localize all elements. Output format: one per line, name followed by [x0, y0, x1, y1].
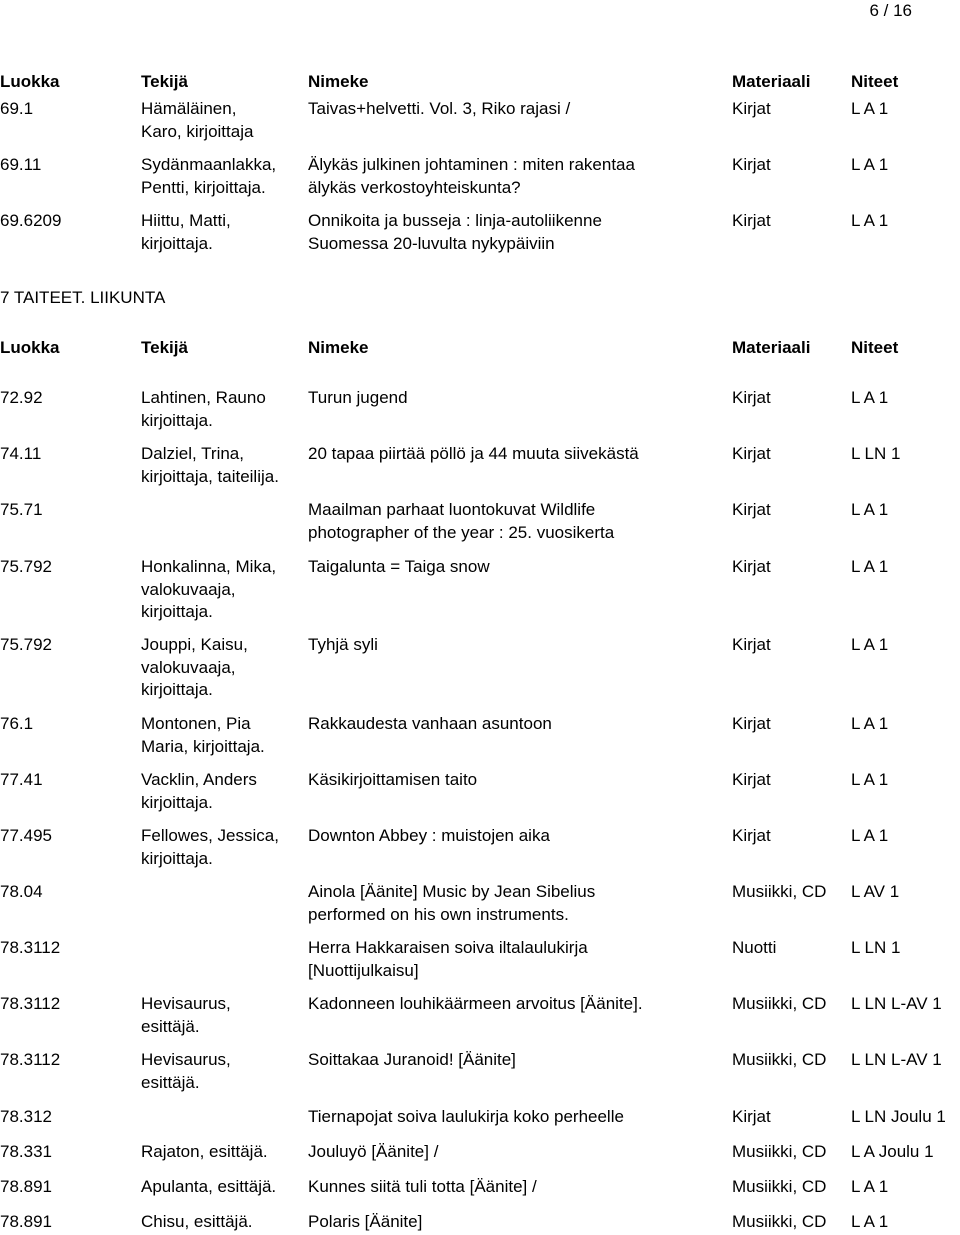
header-nimeke: Nimeke	[308, 338, 369, 357]
cell-tekija	[141, 1049, 231, 1094]
cell-nimeke-line: Tiernapojat soiva laulukirja koko perheelle	[308, 1107, 624, 1126]
cell-nimeke	[308, 443, 639, 466]
cell-nimeke	[308, 1141, 438, 1164]
cell-nimeke	[308, 387, 408, 410]
cell-luokka: 69.1	[0, 99, 34, 118]
cell-materiaali: Kirjat	[732, 714, 771, 733]
cell-niteet: L A 1	[851, 770, 889, 789]
header-materiaali: Materiaali	[732, 72, 811, 91]
cell-luokka: 77.495	[0, 826, 52, 845]
cell-tekija-line: Sydänmaanlakka,	[141, 155, 277, 174]
cell-materiaali: Musiikki, CD	[732, 882, 827, 901]
cell-materiaali: Kirjat	[732, 635, 771, 654]
cell-nimeke-line: Rakkaudesta vanhaan asuntoon	[308, 714, 552, 733]
cell-luokka: 75.792	[0, 635, 52, 654]
cell-niteet: L AV 1	[851, 882, 900, 901]
header-tekija: Tekijä	[141, 72, 188, 91]
cell-tekija	[141, 556, 276, 624]
cell-tekija-line: Honkalinna, Mika,	[141, 557, 277, 576]
cell-nimeke	[308, 556, 490, 579]
cell-materiaali: Nuotti	[732, 938, 777, 957]
cell-tekija-line: Maria, kirjoittaja.	[141, 736, 265, 756]
cell-materiaali: Kirjat	[732, 770, 771, 789]
cell-nimeke-line: Ainola [Äänite] Music by Jean Sibelius	[308, 882, 596, 901]
cell-tekija	[141, 154, 276, 199]
cell-tekija-line: esittäjä.	[141, 1072, 200, 1092]
cell-tekija	[141, 210, 231, 255]
cell-tekija	[141, 634, 248, 702]
cell-tekija	[141, 387, 266, 432]
cell-nimeke	[308, 1049, 516, 1072]
cell-nimeke-line: Tyhjä syli	[308, 635, 378, 654]
cell-nimeke-line: Kadonneen louhikäärmeen arvoitus [Äänite].	[308, 994, 643, 1013]
cell-materiaali: Musiikki, CD	[732, 1050, 827, 1069]
cell-tekija-line: kirjoittaja.	[141, 233, 213, 253]
cell-niteet: L A 1	[851, 1177, 889, 1196]
cell-tekija	[141, 443, 279, 488]
cell-materiaali: Kirjat	[732, 99, 771, 118]
cell-tekija-line: Fellowes, Jessica,	[141, 826, 279, 845]
cell-nimeke-line: Soittakaa Juranoid! [Äänite]	[308, 1050, 516, 1069]
cell-tekija-line: Hevisaurus,	[141, 994, 231, 1013]
cell-nimeke	[308, 825, 550, 848]
cell-nimeke	[308, 881, 595, 926]
cell-luokka: 77.41	[0, 770, 43, 789]
cell-tekija-line: Vacklin, Anders	[141, 770, 257, 789]
header-niteet: Niteet	[851, 338, 899, 357]
cell-niteet: L A 1	[851, 388, 889, 407]
cell-tekija-line: Pentti, kirjoittaja.	[141, 177, 266, 197]
cell-nimeke-line: performed on his own instruments.	[308, 904, 569, 924]
cell-tekija-line: Apulanta, esittäjä.	[141, 1177, 277, 1196]
cell-niteet: L LN Joulu 1	[851, 1107, 946, 1126]
cell-nimeke	[308, 634, 378, 657]
header-tekija: Tekijä	[141, 338, 188, 357]
cell-nimeke-line: Maailman parhaat luontokuvat Wildlife	[308, 500, 596, 519]
cell-niteet: L A 1	[851, 1212, 889, 1231]
cell-niteet: L A 1	[851, 714, 889, 733]
cell-nimeke	[308, 154, 635, 199]
header-materiaali: Materiaali	[732, 338, 811, 357]
cell-nimeke-line: 20 tapaa piirtää pöllö ja 44 muuta siivekästä	[308, 444, 639, 463]
cell-materiaali: Musiikki, CD	[732, 1177, 827, 1196]
cell-tekija	[141, 1211, 253, 1234]
cell-nimeke-line: Kunnes siitä tuli totta [Äänite] /	[308, 1177, 537, 1196]
cell-tekija-line: kirjoittaja.	[141, 410, 213, 430]
cell-materiaali: Kirjat	[732, 211, 771, 230]
cell-tekija-line: Dalziel, Trina,	[141, 444, 244, 463]
section-title: 7 TAITEET. LIIKUNTA	[0, 288, 166, 307]
cell-niteet: L A 1	[851, 635, 889, 654]
cell-tekija-line: valokuvaaja,	[141, 657, 236, 677]
cell-tekija-line: kirjoittaja.	[141, 848, 213, 868]
cell-luokka: 78.891	[0, 1212, 52, 1231]
cell-nimeke-line: Onnikoita ja busseja : linja-autoliikenne	[308, 211, 602, 230]
cell-nimeke-line: Älykäs julkinen johtaminen : miten rakentaa	[308, 155, 635, 174]
cell-materiaali: Kirjat	[732, 826, 771, 845]
cell-nimeke	[308, 993, 643, 1016]
cell-niteet: L LN L-AV 1	[851, 994, 942, 1013]
cell-nimeke-line: Herra Hakkaraisen soiva iltalaulukirja	[308, 938, 588, 957]
cell-nimeke	[308, 98, 570, 121]
cell-materiaali: Kirjat	[732, 557, 771, 576]
cell-tekija	[141, 825, 279, 870]
cell-nimeke	[308, 210, 602, 255]
cell-nimeke-line: Taivas+helvetti. Vol. 3, Riko rajasi /	[308, 99, 571, 118]
cell-luokka: 75.71	[0, 500, 43, 519]
cell-tekija-line: kirjoittaja, taiteilija.	[141, 466, 279, 486]
cell-tekija-line: Hiittu, Matti,	[141, 211, 231, 230]
cell-tekija-line: Hämäläinen,	[141, 99, 237, 118]
cell-tekija	[141, 993, 231, 1038]
page-number: 6 / 16	[869, 1, 912, 20]
cell-niteet: L A 1	[851, 155, 889, 174]
cell-nimeke	[308, 1176, 537, 1199]
cell-materiaali: Kirjat	[732, 388, 771, 407]
cell-luokka: 78.331	[0, 1142, 52, 1161]
cell-materiaali: Kirjat	[732, 444, 771, 463]
cell-materiaali: Kirjat	[732, 500, 771, 519]
cell-tekija-line: Jouppi, Kaisu,	[141, 635, 248, 654]
cell-niteet: L A 1	[851, 99, 889, 118]
header-luokka: Luokka	[0, 338, 60, 357]
header-niteet: Niteet	[851, 72, 899, 91]
cell-nimeke-line: Käsikirjoittamisen taito	[308, 770, 478, 789]
cell-nimeke-line: Downton Abbey : muistojen aika	[308, 826, 550, 845]
cell-tekija-line: Montonen, Pia	[141, 714, 251, 733]
cell-nimeke	[308, 769, 477, 792]
cell-luokka: 78.04	[0, 882, 43, 901]
cell-niteet: L LN L-AV 1	[851, 1050, 942, 1069]
cell-luokka: 78.3112	[0, 994, 61, 1013]
cell-tekija-line: Hevisaurus,	[141, 1050, 231, 1069]
cell-luokka: 75.792	[0, 557, 52, 576]
cell-tekija	[141, 713, 265, 758]
cell-materiaali: Musiikki, CD	[732, 1212, 827, 1231]
cell-tekija-line: kirjoittaja.	[141, 602, 213, 621]
cell-luokka: 69.6209	[0, 211, 62, 230]
cell-nimeke-line: Taigalunta = Taiga snow	[308, 557, 490, 576]
cell-luokka: 78.891	[0, 1177, 52, 1196]
cell-materiaali: Musiikki, CD	[732, 1142, 827, 1161]
cell-luokka: 78.312	[0, 1107, 52, 1126]
cell-nimeke	[308, 713, 552, 736]
cell-nimeke-line: photographer of the year : 25. vuosikerta	[308, 522, 615, 542]
cell-tekija-line: valokuvaaja,	[141, 579, 236, 599]
cell-nimeke-line: Jouluyö [Äänite] /	[308, 1142, 439, 1161]
cell-tekija-line: Karo, kirjoittaja	[141, 121, 254, 141]
cell-tekija	[141, 98, 253, 143]
cell-luokka: 74.11	[0, 444, 42, 463]
cell-tekija	[141, 1176, 276, 1199]
cell-materiaali: Kirjat	[732, 155, 771, 174]
cell-tekija-line: Rajaton, esittäjä.	[141, 1142, 268, 1161]
cell-nimeke	[308, 937, 588, 982]
cell-luokka: 76.1	[0, 714, 34, 733]
cell-materiaali: Musiikki, CD	[732, 994, 827, 1013]
cell-nimeke	[308, 1106, 624, 1129]
cell-niteet: L A Joulu 1	[851, 1142, 934, 1161]
cell-niteet: L A 1	[851, 500, 889, 519]
cell-tekija	[141, 769, 257, 814]
cell-luokka: 78.3112	[0, 1050, 61, 1069]
cell-niteet: L A 1	[851, 211, 889, 230]
cell-tekija-line: kirjoittaja.	[141, 792, 213, 812]
cell-nimeke	[308, 499, 614, 544]
cell-materiaali: Kirjat	[732, 1107, 771, 1126]
cell-nimeke-line: Polaris [Äänite]	[308, 1212, 423, 1231]
cell-niteet: L LN 1	[851, 444, 901, 463]
cell-nimeke-line: [Nuottijulkaisu]	[308, 960, 419, 980]
cell-tekija-line: Chisu, esittäjä.	[141, 1212, 253, 1231]
cell-tekija-line: esittäjä.	[141, 1016, 200, 1036]
header-luokka: Luokka	[0, 72, 60, 91]
cell-niteet: L A 1	[851, 557, 889, 576]
cell-tekija-line: kirjoittaja.	[141, 680, 213, 699]
cell-luokka: 69.11	[0, 155, 42, 174]
cell-nimeke	[308, 1211, 422, 1234]
cell-luokka: 78.3112	[0, 938, 61, 957]
cell-tekija	[141, 1141, 268, 1164]
header-nimeke: Nimeke	[308, 72, 369, 91]
cell-niteet: L A 1	[851, 826, 889, 845]
cell-tekija-line: Lahtinen, Rauno	[141, 388, 266, 407]
cell-nimeke-line: Turun jugend	[308, 388, 408, 407]
cell-nimeke-line: älykäs verkostoyhteiskunta?	[308, 177, 521, 197]
cell-niteet: L LN 1	[851, 938, 901, 957]
cell-luokka: 72.92	[0, 388, 43, 407]
cell-nimeke-line: Suomessa 20-luvulta nykypäiviin	[308, 233, 555, 253]
